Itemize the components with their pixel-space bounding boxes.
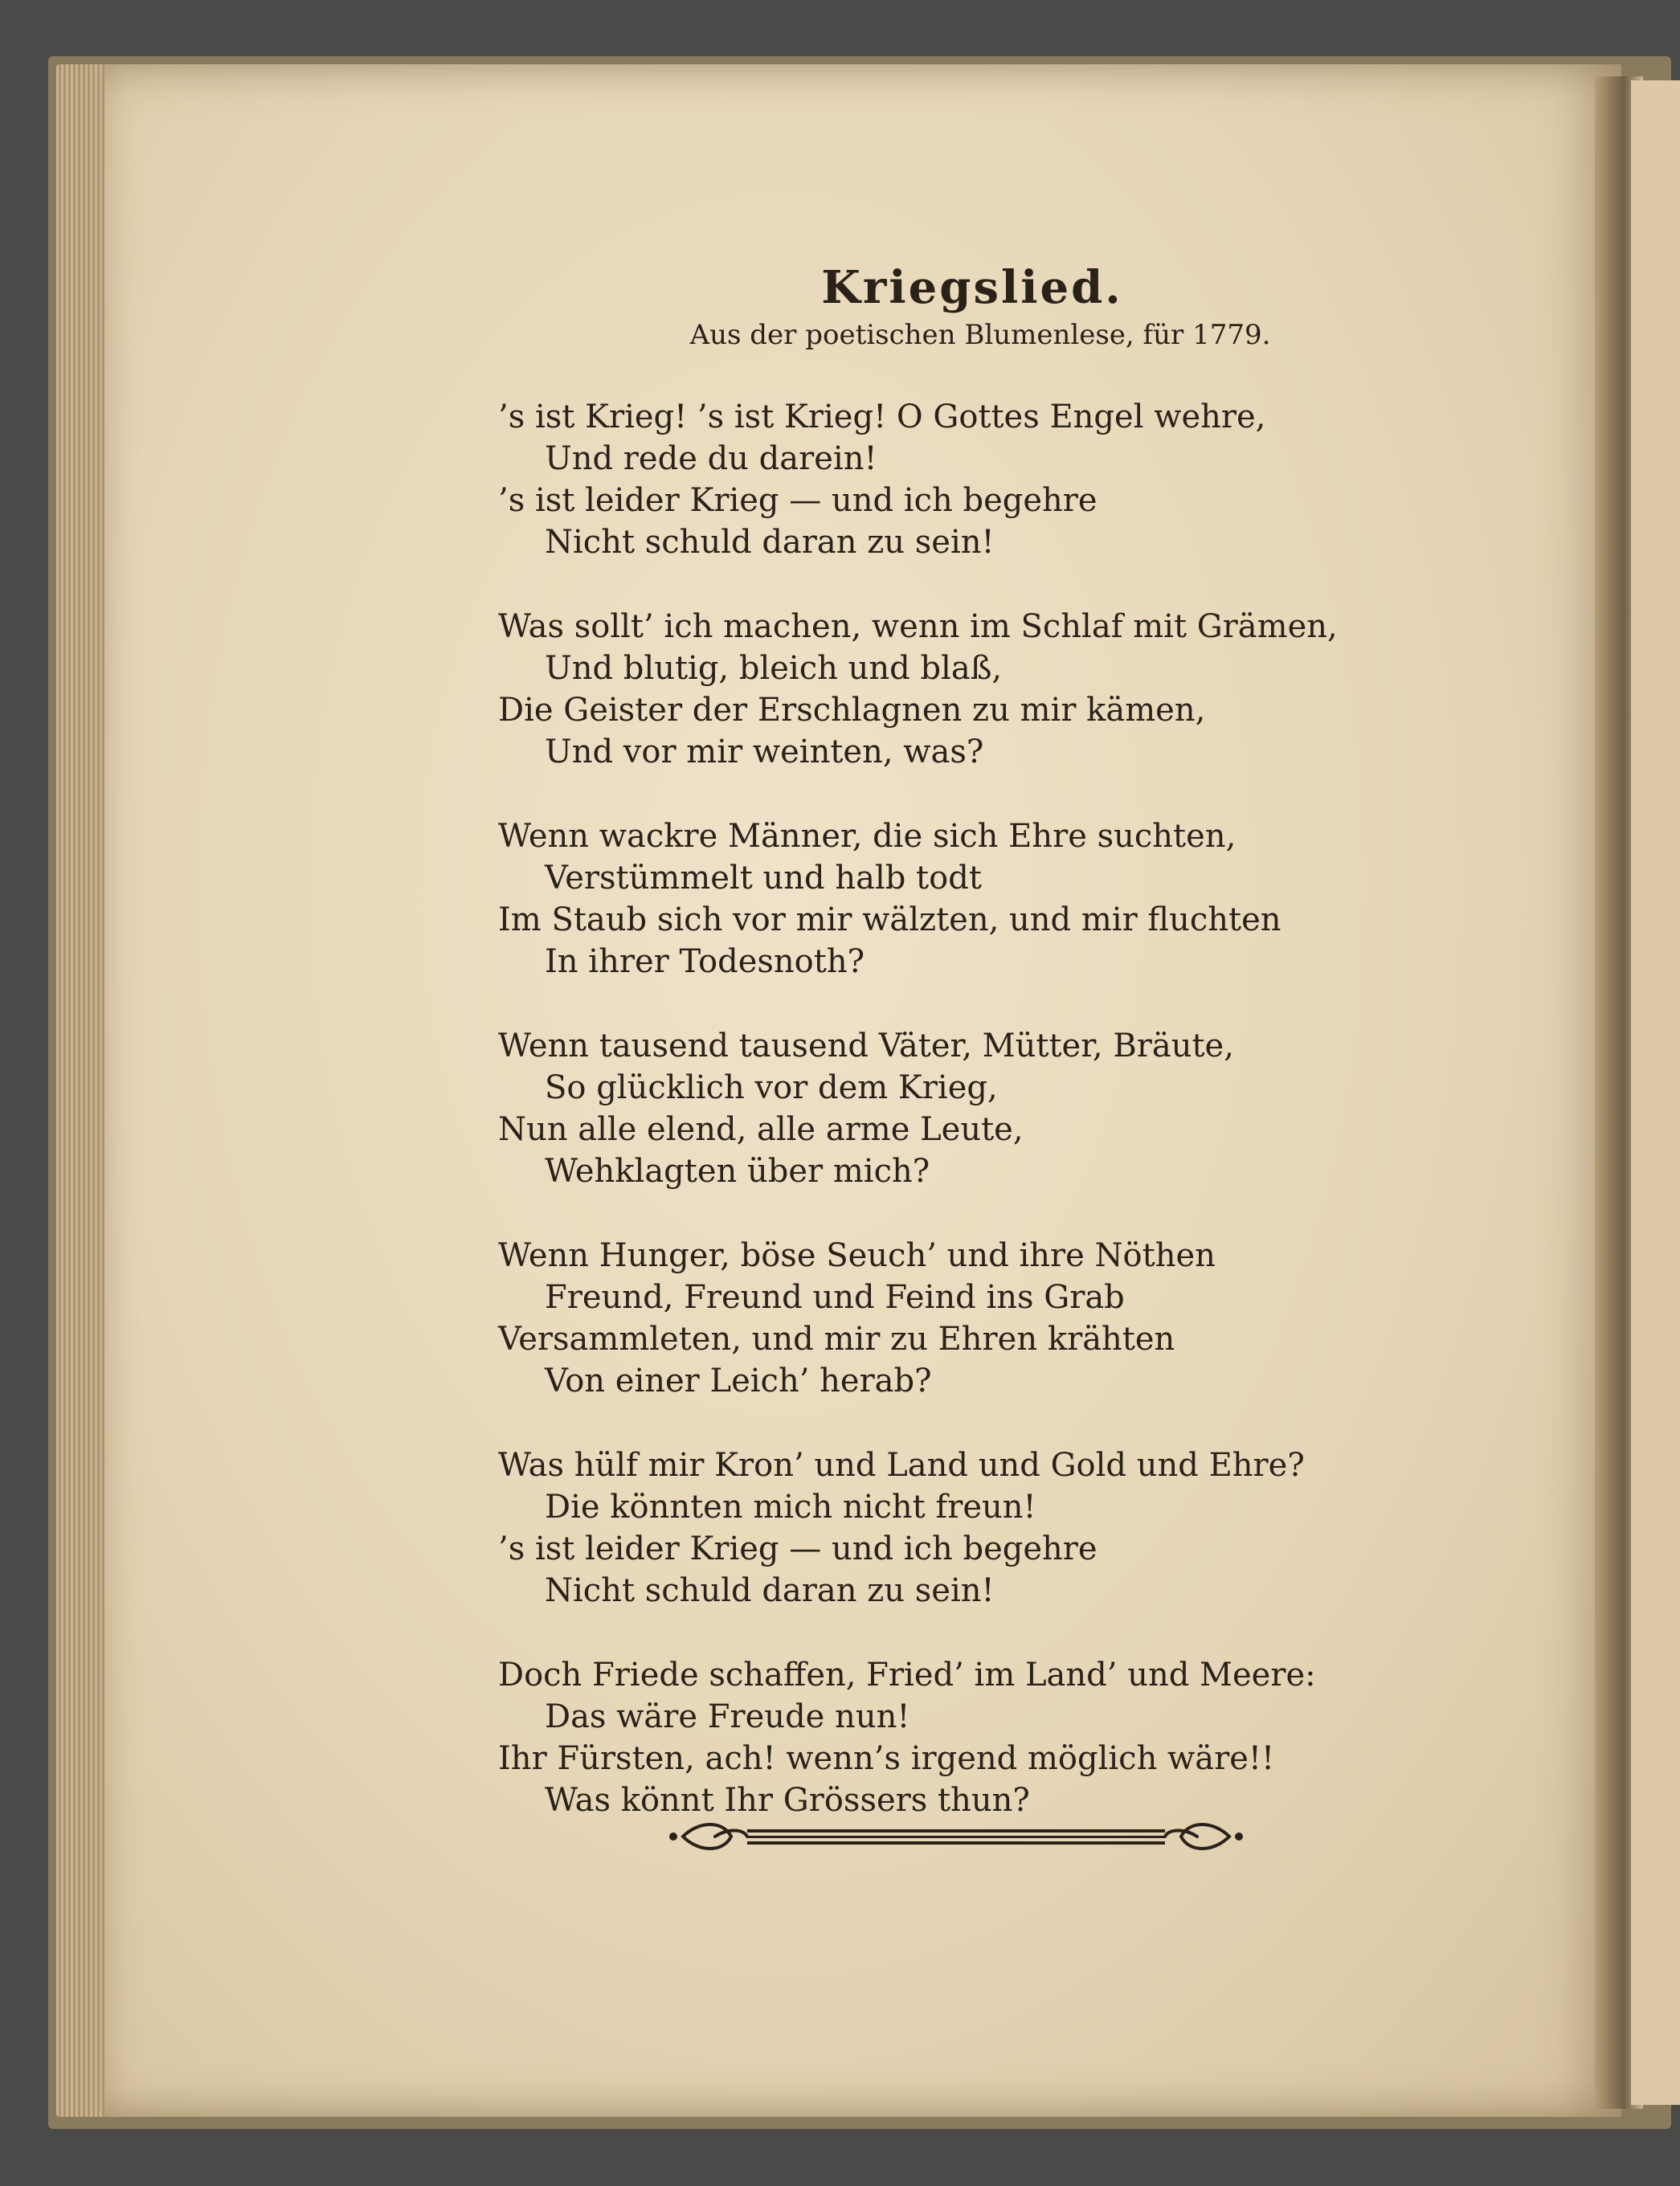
verse-line: Die Geister der Erschlagnen zu mir kämen, [498, 692, 1206, 729]
verse-line: In ihrer Todesnoth? [545, 943, 865, 980]
verse-line: Wehklagten über mich? [545, 1153, 930, 1190]
verse-line: Was könnt Ihr Grössers thun? [545, 1782, 1030, 1819]
poem-subtitle: Aus der poetischen Blumenlese, für 1779. [689, 319, 1271, 351]
poem [450, 261, 1446, 1864]
stanza-1 [498, 396, 1446, 563]
facing-page-edge [1631, 80, 1680, 2105]
poem-stanzas [450, 396, 1446, 1821]
verse-line: Nicht schuld daran zu sein! [545, 1572, 995, 1609]
verse-line: Und vor mir weinten, was? [545, 733, 984, 770]
verse-line: Was hülf mir Kron’ und Land und Gold und Ehre? [498, 1447, 1305, 1484]
verse-line: Und blutig, bleich und blaß, [545, 650, 1003, 687]
stanza-5 [498, 1235, 1446, 1402]
verse-line: Die könnten mich nicht freun! [545, 1489, 1036, 1526]
stanza-4 [498, 1025, 1446, 1192]
verse-line: ’s ist Krieg! ’s ist Krieg! O Gottes Engel wehre, [498, 398, 1266, 435]
verse-line: Wenn tausend tausend Väter, Mütter, Bräute, [498, 1028, 1234, 1064]
verse-line: Nicht schuld daran zu sein! [545, 524, 995, 561]
stanza-3 [498, 815, 1446, 983]
verse-line: Was sollt’ ich machen, wenn im Schlaf mit Grämen, [498, 608, 1338, 645]
verse-line: Doch Friede schaffen, Fried’ im Land’ und Meere: [498, 1657, 1316, 1694]
verse-line: Von einer Leich’ herab? [545, 1363, 932, 1399]
verse-line: Wenn Hunger, böse Seuch’ und ihre Nöthen [498, 1237, 1216, 1274]
verse-line: Nun alle elend, alle arme Leute, [498, 1111, 1024, 1148]
verse-line: Versammleten, und mir zu Ehren krähten [498, 1321, 1175, 1358]
verse-line: ’s ist leider Krieg — und ich begehre [498, 482, 1098, 519]
verse-line: Ihr Fürsten, ach! wenn’s irgend möglich wäre!! [498, 1740, 1275, 1777]
verse-line: Wenn wackre Männer, die sich Ehre suchten, [498, 818, 1236, 855]
poem-title: Kriegslied. [821, 261, 1123, 314]
stanza-7 [498, 1654, 1446, 1821]
verse-line: Und rede du darein! [545, 440, 877, 477]
stanza-6 [498, 1444, 1446, 1612]
verse-line: Freund, Freund und Feind ins Grab [545, 1279, 1125, 1316]
verse-line: So glücklich vor dem Krieg, [545, 1069, 998, 1106]
ornament-rule-icon [667, 1817, 1245, 1856]
page-stack-edge [56, 64, 104, 2117]
verse-line: Das wäre Freude nun! [545, 1698, 910, 1735]
verse-line: Im Staub sich vor mir wälzten, und mir fluchten [498, 901, 1281, 938]
stanza-2 [498, 606, 1446, 773]
verse-line: ’s ist leider Krieg — und ich begehre [498, 1530, 1098, 1567]
verse-line: Verstümmelt und halb todt [545, 860, 982, 897]
